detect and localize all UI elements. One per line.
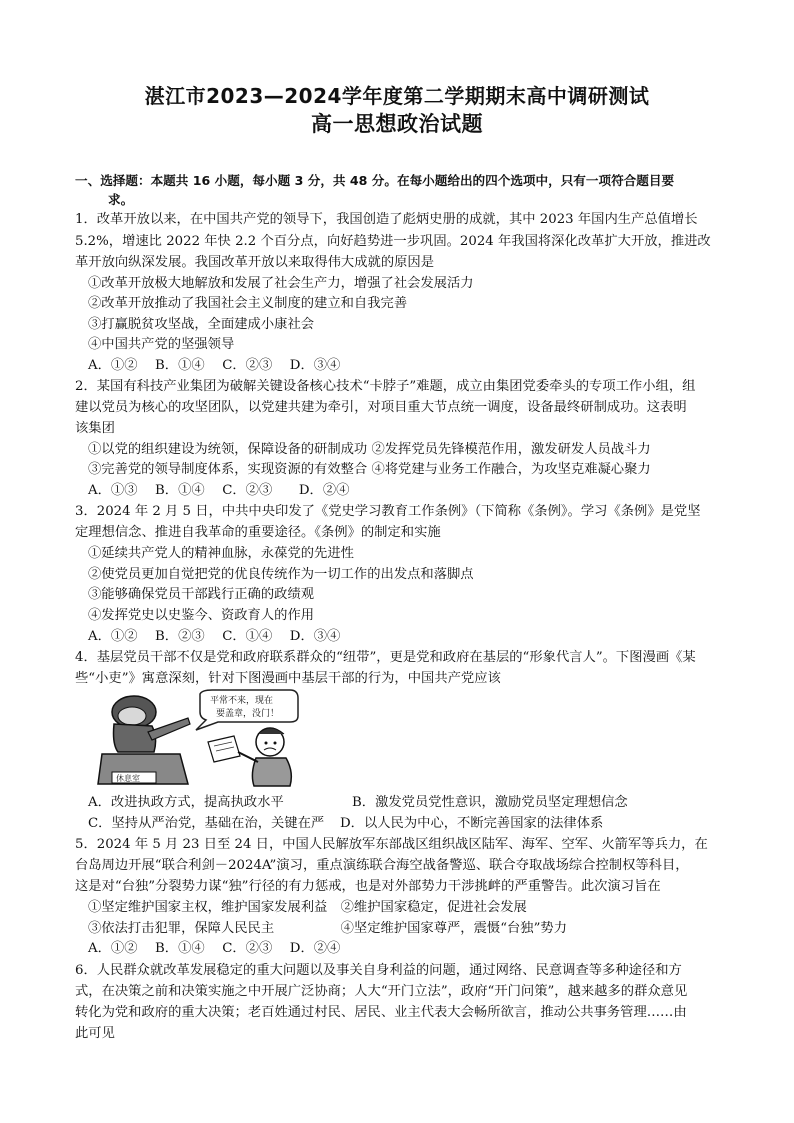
q3-option-2: ②使党员更加自觉把党的优良传统作为一切工作的出发点和落脚点 (88, 567, 474, 582)
q4-option-a: A．改进执政方式，提高执政水平 (88, 795, 284, 810)
q6-stem-2: 式，在决策之前和决策实施之中开展广泛协商；人大“开门立法”，政府“开门问策”，越来越多的群众意见 (75, 984, 688, 999)
cartoon-desk-label: 休息室 (116, 774, 140, 783)
q3-choices: A．①② B．②③ C．①④ D．③④ (88, 629, 341, 644)
section-heading: 一、选择题：本题共 16 小题，每小题 3 分，共 48 分。在每小题给出的四个选项中，只有一项符合题目要 (75, 173, 675, 188)
cartoon-bubble-text: 平常不来，现在 (210, 696, 274, 706)
q4-stem-2: 些“小吏”》寓意深刻，针对下图漫画中基层干部的行为，中国共产党应该 (75, 671, 501, 686)
q1-stem-2: 5.2%，增速比 2022 年快 2.2 个百分点，向好趋势进一步巩固。2024 年我国将深化改革扩大开放，推进改 (75, 234, 711, 249)
q3-option-3: ③能够确保党员干部践行正确的政绩观 (88, 587, 315, 602)
q4-option-b: B．激发党员党性意识，激励党员坚定理想信念 (352, 795, 628, 810)
q6-stem-3: 转化为党和政府的重大决策；老百姓通过村民、居民、业主代表大会畅所欲言，推动公共事务管理……由 (75, 1005, 687, 1020)
q2-stem-2: 建以党员为核心的攻坚团队，以党建共建为牵引，对项目重大节点统一调度，设备最终研制成功。这表明 (75, 400, 687, 415)
q1-option-1: ①改革开放极大地解放和发展了社会生产力，增强了社会发展活力 (88, 276, 474, 291)
q2-options-34: ③完善党的领导制度体系，实现资源的有效整合 ④将党建与业务工作融合，为攻坚克难凝心聚力 (88, 462, 651, 477)
section-heading-cont: 求。 (108, 192, 134, 207)
q6-stem-4: 此可见 (75, 1026, 115, 1041)
q5-stem-1: 5．2024 年 5 月 23 日至 24 日，中国人民解放军东部战区组织战区陆军、海军、空军、火箭军等兵力，在 (75, 837, 708, 852)
q5-stem-3: 这是对“台独”分裂势力谋“独”行径的有力惩戒，也是对外部势力干涉挑衅的严重警告。此次演习旨在 (75, 879, 661, 894)
exam-subtitle: 高一思想政治试题 (311, 112, 483, 136)
q1-option-4: ④中国共产党的坚强领导 (88, 337, 235, 352)
exam-title: 湛江市2023—2024学年度第二学期期末高中调研测试 (144, 84, 650, 108)
q4-option-d: D．以人民为中心，不断完善国家的法律体系 (340, 816, 604, 831)
cartoon-illustration (92, 688, 342, 788)
q1-option-3: ③打赢脱贫攻坚战，全面建成小康社会 (88, 317, 315, 332)
q1-stem-3: 革开放向纵深发展。我国改革开放以来取得伟大成就的原因是 (75, 255, 435, 270)
q5-options-12: ①坚定维护国家主权，维护国家发展利益 ②维护国家稳定，促进社会发展 (88, 900, 527, 915)
q6-stem-1: 6．人民群众就改革发展稳定的重大问题以及事关自身利益的问题，通过网络、民意调查等多种途径和方 (75, 963, 682, 978)
q1-stem-1: 1．改革开放以来，在中国共产党的领导下，我国创造了彪炳史册的成就，其中 2023 年国内生产总值增长 (75, 212, 698, 227)
q2-choices: A．①③ B．①④ C．②③ D．②④ (88, 483, 350, 498)
q5-options-34: ③依法打击犯罪，保障人民民主 ④坚定维护国家尊严，震慑“台独”势力 (88, 921, 567, 936)
q4-stem-1: 4．基层党员干部不仅是党和政府联系群众的“纽带”，更是党和政府在基层的“形象代言人”。下图漫画《某 (75, 650, 696, 665)
q2-stem-3: 该集团 (75, 421, 115, 436)
cartoon-bubble-text-2: 要盖章，没门！ (216, 709, 280, 719)
q4-option-c: C．坚持从严治党，基础在治，关键在严 (88, 816, 325, 831)
q1-choices: A．①② B．①④ C．②③ D．③④ (88, 358, 341, 373)
q3-stem-1: 3．2024 年 2 月 5 日，中共中央印发了《党史学习教育工作条例》（下简称《条例》。学习《条例》是党坚 (75, 504, 701, 519)
q2-options-12: ①以党的组织建设为统领，保障设备的研制成功 ②发挥党员先锋模范作用，激发研发人员战斗力 (88, 442, 651, 457)
q3-option-4: ④发挥党史以史鉴今、资政育人的作用 (88, 608, 315, 623)
q3-stem-2: 定理想信念、推进自我革命的重要途径。《条例》的制定和实施 (75, 525, 441, 540)
q1-option-2: ②改革开放推动了我国社会主义制度的建立和自我完善 (88, 296, 408, 311)
q5-stem-2: 台岛周边开展“联合利剑－2024A”演习，重点演练联合海空战备警巡、联合夺取战场综合控制权等科目， (75, 858, 689, 873)
q3-option-1: ①延续共产党人的精神血脉，永葆党的先进性 (88, 546, 354, 561)
q5-choices: A．①② B．①④ C．②③ D．②④ (88, 941, 341, 956)
q2-stem-1: 2．某国有科技产业集团为破解关键设备核心技术“卡脖子”难题，成立由集团党委牵头的专项工作小组，组 (75, 379, 696, 394)
